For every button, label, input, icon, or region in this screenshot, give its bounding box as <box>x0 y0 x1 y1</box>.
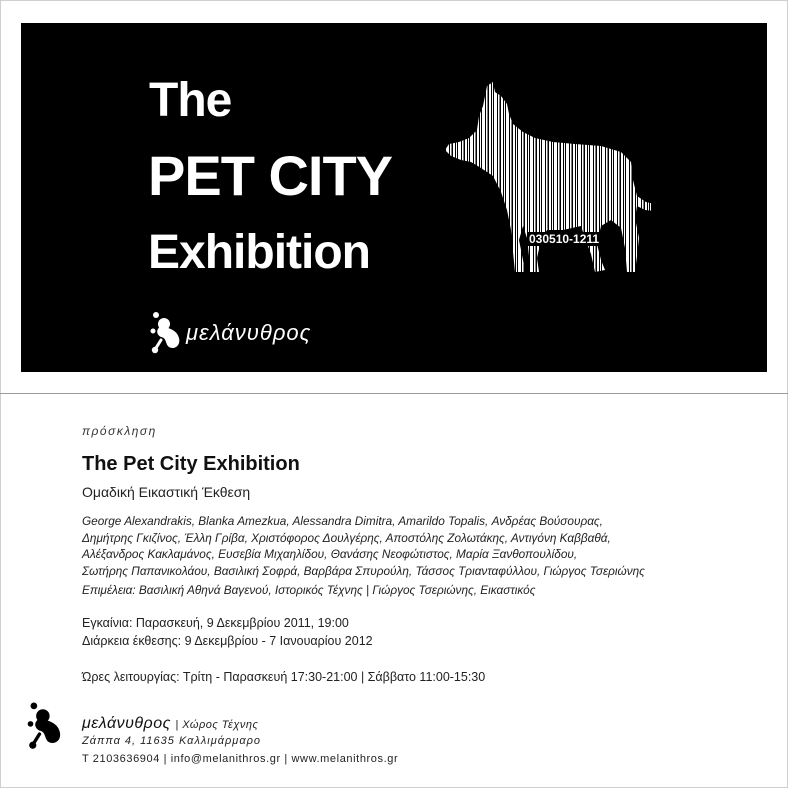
footer-tagline: | Χώρος Τέχνης <box>175 719 259 731</box>
barcode-number: 030510-1211 <box>529 232 600 246</box>
footer-contact: T 2103636904 | info@melanithros.gr | www.melanithros.gr <box>82 753 399 765</box>
artists-list <box>82 513 645 579</box>
invitation-label: πρόσκληση <box>82 424 157 438</box>
artists-line: Σωτήρης Παπανικολάου, Βασιλική Σοφρά, Βαρβάρα Σπυρούλη, Τάσσος Τριανταφύλλου, Γιώργος Τσεριώνης <box>82 563 645 578</box>
curation-line: Επιμέλεια: Βασιλική Αθηνά Βαγενού, Ιστορικός Τέχνης | Γιώργος Τσεριώνης, Εικαστικός <box>82 583 536 597</box>
melanithros-footer-logo-icon <box>26 700 71 750</box>
opening-hours-line: Ώρες λειτουργίας: Τρίτη - Παρασκευή 17:30-21:00 | Σάββατο 11:00-15:30 <box>82 670 486 684</box>
banner-title-line1: The <box>149 74 232 127</box>
footer-address: Ζάππα 4, 11635 Καλλιμάρμαρο <box>82 735 262 747</box>
exhibition-subtitle: Ομαδική Εικαστική Έκθεση <box>82 484 251 500</box>
banner-title-line2: PET CITY <box>148 144 393 207</box>
banner-title-line3: Exhibition <box>148 226 370 279</box>
melanithros-logo-icon <box>149 310 189 354</box>
banner <box>21 23 767 372</box>
opening-line: Εγκαίνια: Παρασκευή, 9 Δεκεμβρίου 2011, 19:00 <box>82 616 349 630</box>
footer-brand: μελάνυθρος <box>82 715 171 732</box>
banner-brand: μελάνυθρος <box>186 320 312 345</box>
duration-line: Διάρκεια έκθεσης: 9 Δεκεμβρίου - 7 Ιανουαρίου 2012 <box>82 634 373 648</box>
exhibition-title: The Pet City Exhibition <box>82 453 300 475</box>
artists-line: George Alexandrakis, Blanka Amezkua, Alessandra Dimitra, Amarildo Topalis, Ανδρέας Βούσουρας, <box>82 514 603 528</box>
artists-line: Αλέξανδρος Κακλαμάνος, Ευσεβία Μιχαηλίδου, Θανάσης Νεοφώτιστος, Μαρία Ξανθοπουλίδου, <box>82 547 578 561</box>
barcode-dog-icon <box>441 80 651 280</box>
footer-brand-line <box>82 715 258 733</box>
fold-divider <box>0 393 788 394</box>
artists-line: Δημήτρης Γκιζίνος, Έλλη Γρίβα, Χριστόφορος Δουλγέρης, Αποστόλης Ζολωτάκης, Αντιγόνη Καββαθά, <box>82 530 611 545</box>
